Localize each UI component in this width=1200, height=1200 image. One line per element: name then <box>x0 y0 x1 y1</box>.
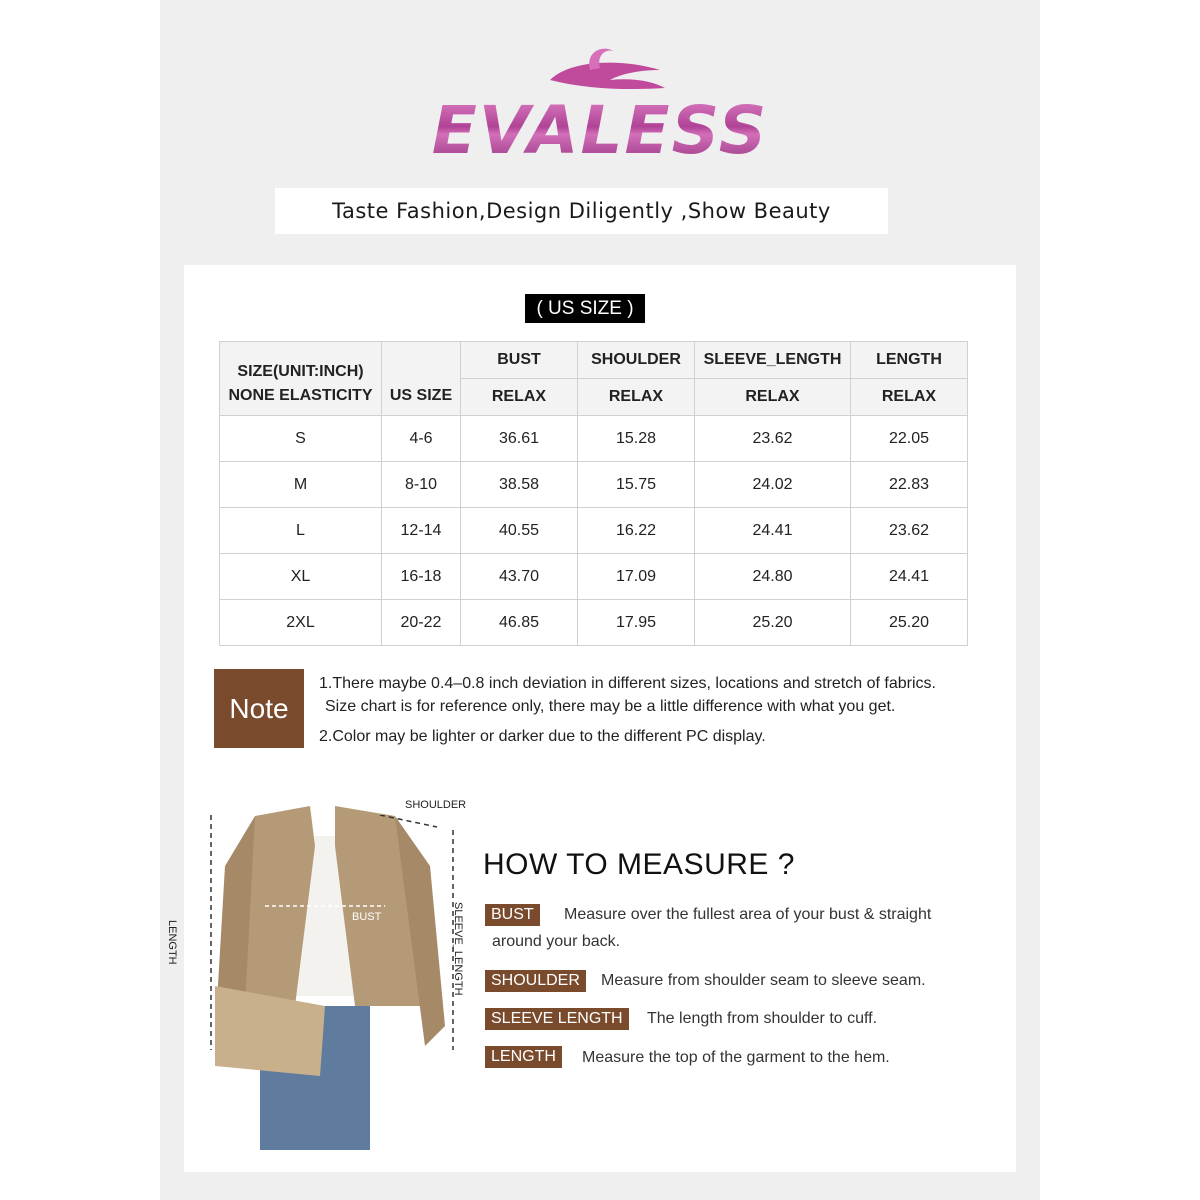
cell-shoulder: 17.09 <box>578 554 695 600</box>
subheader-relax: RELAX <box>851 379 968 416</box>
header-sleeve-length: SLEEVE_LENGTH <box>695 342 851 379</box>
brand-name: EVALESS <box>160 92 1040 169</box>
chart-title: ( US SIZE ) <box>525 294 645 323</box>
cell-sleeve: 24.41 <box>695 508 851 554</box>
header-size-line2: NONE ELASTICITY <box>228 386 373 404</box>
cell-shoulder: 15.28 <box>578 416 695 462</box>
cell-length: 25.20 <box>851 600 968 646</box>
header-bust: BUST <box>461 342 578 379</box>
table-header-row <box>220 342 968 379</box>
cell-us-size: 12-14 <box>382 508 461 554</box>
cell-us-size: 8-10 <box>382 462 461 508</box>
size-table <box>219 341 968 646</box>
slogan: Taste Fashion,Design Diligently ,Show Beauty <box>275 188 888 234</box>
cell-bust: 40.55 <box>461 508 578 554</box>
cell-size: S <box>220 416 382 462</box>
hat-icon <box>530 40 670 100</box>
cell-bust: 36.61 <box>461 416 578 462</box>
header-size-line1: SIZE(UNIT:INCH) <box>237 362 364 380</box>
header-us-size-label: US SIZE <box>389 387 453 404</box>
how-to-title: HOW TO MEASURE ? <box>483 848 795 881</box>
subheader-relax: RELAX <box>695 379 851 416</box>
table-row <box>220 462 968 508</box>
table-row <box>220 554 968 600</box>
cell-shoulder: 17.95 <box>578 600 695 646</box>
note-line-3: 2.Color may be lighter or darker due to the different PC display. <box>319 728 766 745</box>
cell-size: 2XL <box>220 600 382 646</box>
header-length: LENGTH <box>851 342 968 379</box>
cell-bust: 46.85 <box>461 600 578 646</box>
cell-length: 22.83 <box>851 462 968 508</box>
header-shoulder: SHOULDER <box>578 342 695 379</box>
brand-logo <box>160 40 1040 170</box>
cell-sleeve: 24.02 <box>695 462 851 508</box>
tag-sleeve-length: SLEEVE LENGTH <box>485 1008 629 1030</box>
figure-label-length: LENGTH <box>166 920 178 965</box>
desc-sleeve-length: The length from shoulder to cuff. <box>647 1010 878 1027</box>
cell-us-size: 4-6 <box>382 416 461 462</box>
subheader-relax: RELAX <box>578 379 695 416</box>
cell-bust: 43.70 <box>461 554 578 600</box>
table-row <box>220 600 968 646</box>
tag-length: LENGTH <box>485 1046 562 1068</box>
note-line-2: Size chart is for reference only, there may be a little difference with what you get. <box>325 698 896 715</box>
header-size <box>220 342 382 416</box>
cell-sleeve: 24.80 <box>695 554 851 600</box>
figure-label-sleeve-length: SLEEVE_LENGTH <box>452 902 464 996</box>
table-row <box>220 508 968 554</box>
cell-shoulder: 16.22 <box>578 508 695 554</box>
desc-length: Measure the top of the garment to the hem. <box>582 1049 890 1066</box>
desc-bust-line2: around your back. <box>492 933 621 950</box>
cell-size: M <box>220 462 382 508</box>
cell-shoulder: 15.75 <box>578 462 695 508</box>
tag-shoulder: SHOULDER <box>485 970 586 992</box>
desc-bust-line1: Measure over the fullest area of your bust & straight <box>564 906 932 923</box>
cell-length: 22.05 <box>851 416 968 462</box>
cell-us-size: 20-22 <box>382 600 461 646</box>
cell-sleeve: 23.62 <box>695 416 851 462</box>
table-row <box>220 416 968 462</box>
dimension-lines <box>205 815 465 1055</box>
cell-size: XL <box>220 554 382 600</box>
cell-sleeve: 25.20 <box>695 600 851 646</box>
header-us-size <box>382 342 461 416</box>
subheader-relax: RELAX <box>461 379 578 416</box>
cell-length: 24.41 <box>851 554 968 600</box>
cell-bust: 38.58 <box>461 462 578 508</box>
cell-length: 23.62 <box>851 508 968 554</box>
cell-us-size: 16-18 <box>382 554 461 600</box>
tag-bust: BUST <box>485 904 540 926</box>
figure-label-shoulder: SHOULDER <box>405 799 467 811</box>
note-line-1: 1.There maybe 0.4–0.8 inch deviation in different sizes, locations and stretch of fabrics. <box>319 675 936 692</box>
note-label: Note <box>214 669 304 748</box>
cell-size: L <box>220 508 382 554</box>
figure-label-bust: BUST <box>352 911 382 923</box>
desc-shoulder: Measure from shoulder seam to sleeve seam. <box>601 972 926 989</box>
